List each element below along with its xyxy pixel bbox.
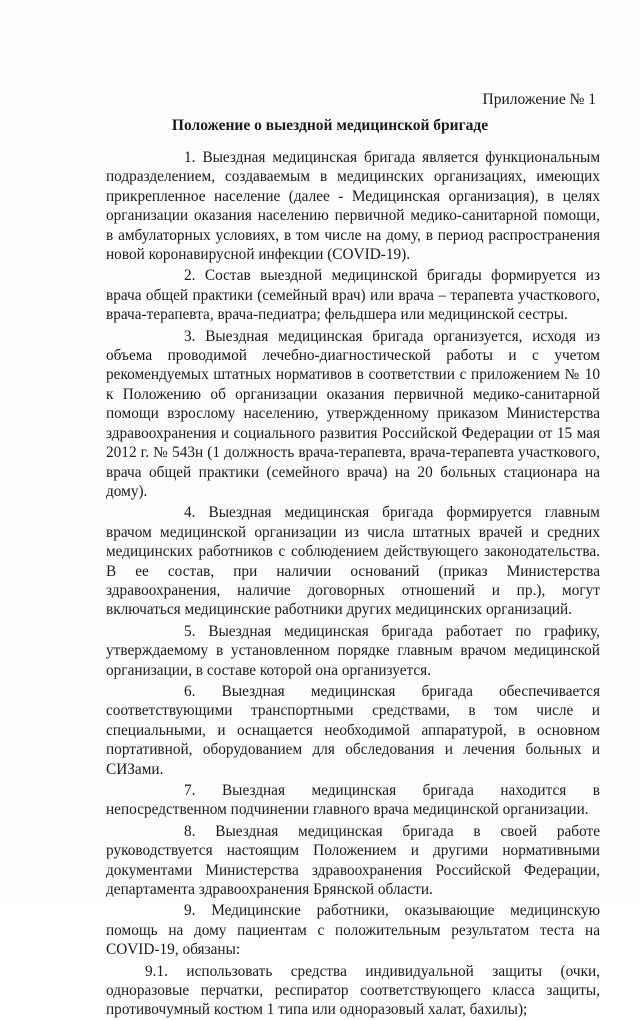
paragraph-text: Выездная медицинская бригада формируется главным врачом медицинской организации из числа штатных врачей и средних медицинских работников с соблюдением действующего законодательства. В ее состав, при наличии оснований (приказ Министерства здравоохранения, наличие договорных отношений и пр.), могут включаться медицинские работники других медицинских организаций. <box>106 504 600 619</box>
appendix-label: Приложение № 1 <box>482 91 596 108</box>
paragraph-9 <box>106 901 600 959</box>
paragraph-4 <box>106 503 600 619</box>
paragraph-text: Выездная медицинская бригада является функциональным подразделением, создаваемым в медицинских организациях, имеющих прикрепленное население (далее - Медицинская организация), в целях организации оказания населению первичной медико-санитарной помощи, в амбулаторных условиях, в том числе на дому, в период распространения новой коронавирусной инфекции (COVID-19). <box>106 149 600 264</box>
paragraph-text: Выездная медицинская бригада обеспечивается соответствующими транспортными средствами, в том числе и специальными, и оснащается необходимой аппаратурой, в основном портативной, оборудованием для обследования и лечения больных и СИЗами. <box>106 682 600 778</box>
paragraph-1 <box>106 148 600 264</box>
paragraph-number: 6. <box>184 682 196 700</box>
subitem-9-1 <box>106 962 600 1020</box>
paragraph-text: Выездная медицинская бригада в своей работе руководствуется настоящим Положением и другими нормативными документами Министерства здравоохранения Российской Федерации, департамента здравоохранения Брянской области. <box>106 822 600 899</box>
document-title: Положение о выездной медицинской бригаде <box>171 117 489 134</box>
paragraph-number: 7. <box>184 782 196 799</box>
paragraph-number: 4. <box>184 504 196 522</box>
paragraph-5 <box>106 622 600 680</box>
paragraph-8 <box>106 822 600 900</box>
paragraph-text: Выездная медицинская бригада находится в непосредственном подчинении главного врача медицинской организации. <box>106 782 600 819</box>
paragraph-number: 8. <box>184 822 196 840</box>
paragraph-number: 3. <box>184 327 196 345</box>
paragraph-text: Выездная медицинская бригада работает по графику, утверждаемому в установленном порядке главным врачом медицинской организации, в составе которой она организуется. <box>106 622 601 679</box>
paragraph-number: 1. <box>184 149 196 166</box>
paragraph-text: Медицинские работники, оказывающие медицинскую помощь на дому пациентам с положительным результатом теста на COVID-19, обязаны: <box>106 902 600 959</box>
paragraph-text: Состав выездной медицинской бригады формируется из врача общей практики (семейный врач) или врача – терапевта участкового, врача-терапевта, врача-педиатра; фельдшера или медицинской сестры. <box>106 267 601 324</box>
paragraph-number: 9. <box>184 902 196 920</box>
paragraph-7 <box>106 781 600 820</box>
paragraph-number: 5. <box>184 622 196 640</box>
subitem-text: использовать средства индивидуальной защиты (очки, одноразовые перчатки, респиратор соответствующего класса защиты, противочумный костюм 1 типа или одноразовый халат, бахилы); <box>106 962 601 1019</box>
paragraph-3 <box>106 327 600 502</box>
paragraph-2 <box>106 266 600 324</box>
document-body <box>106 148 600 1020</box>
subitem-number: 9.1. <box>145 962 168 980</box>
paragraph-number: 2. <box>184 267 196 285</box>
paragraph-6 <box>106 682 600 779</box>
paragraph-text: Выездная медицинская бригада организуется, исходя из объема проводимой лечебно-диагностической работы и с учетом рекомендуемых штатных нормативов в соответствии с приложением № 10 к Положению об организации оказания первичной медико-санитарной помощи взрослому населению, утвержденному приказом Министерства здравоохранения и социального развития Российской Федерации от 15 мая 2012 г. № 543н (1 должность врача-терапевта, врача-терапевта участкового, врача общей практики (семейного врача) на 20 больных стационара на дому). <box>106 327 601 500</box>
